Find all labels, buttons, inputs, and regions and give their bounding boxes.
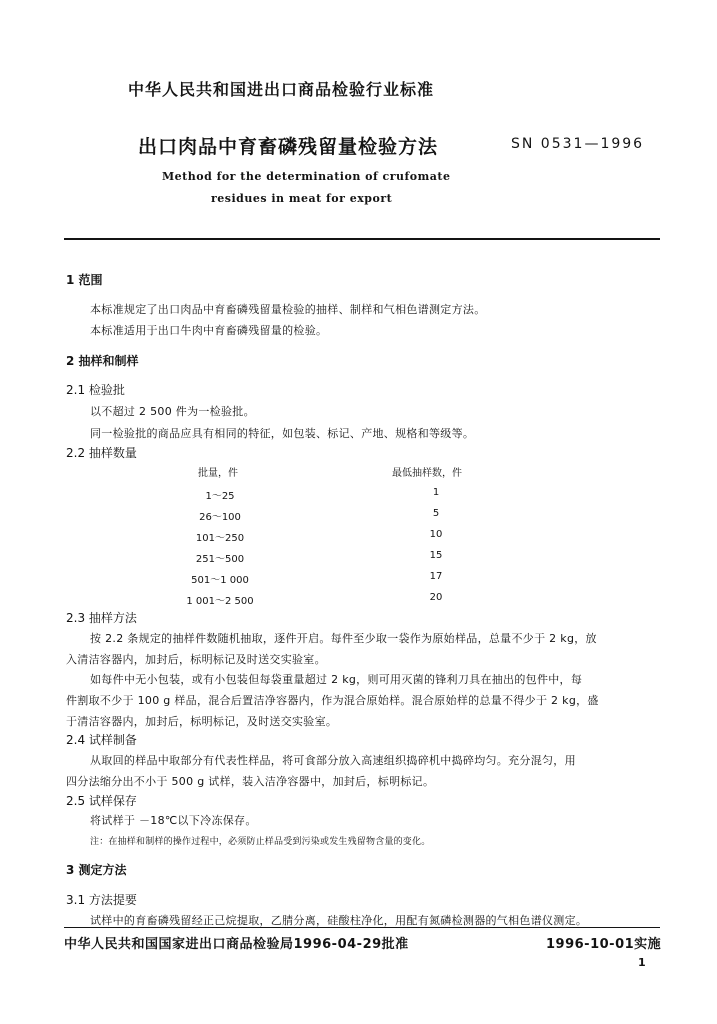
- section-1-para-1: 本标准规定了出口肉品中育畜磷残留量检验的抽样、制样和气相色谱测定方法。: [90, 303, 486, 316]
- section-2-5-note: 注：在抽样和制样的操作过程中，必须防止样品受到污染或发生残留物含量的变化。: [90, 837, 431, 847]
- section-2-heading: 2 抽样和制样: [66, 354, 139, 368]
- section-2-1-heading: 2.1 检验批: [66, 383, 125, 397]
- section-2-3-para-2b: 件割取不少于 100 g 样品，混合后置洁净容器内，作为混合原始样。混合原始样的总量不得少于 2 kg，盛: [66, 694, 599, 707]
- section-3-heading: 3 测定方法: [66, 863, 127, 877]
- section-3-1-heading: 3.1 方法提要: [66, 893, 137, 907]
- section-2-3-heading: 2.3 抽样方法: [66, 611, 137, 625]
- table-header-lot: 批量，件: [198, 468, 238, 479]
- section-2-4-para-1b: 四分法缩分出不小于 500 g 试样，装入洁净容器中，加封后，标明标记。: [66, 775, 435, 788]
- approval-line: 中华人民共和国国家进出口商品检验局1996-04-29批准: [64, 937, 409, 952]
- section-2-4-heading: 2.4 试样制备: [66, 733, 137, 747]
- section-3-1-para-1: 试样中的育畜磷残留经正己烷提取，乙腈分离，硅酸柱净化，用配有氮磷检测器的气相色谱仪测定。: [90, 914, 588, 927]
- footer-divider: [64, 927, 660, 928]
- section-2-2-heading: 2.2 抽样数量: [66, 446, 137, 460]
- header-divider: [64, 238, 660, 240]
- section-2-5-heading: 2.5 试样保存: [66, 794, 137, 808]
- section-1-para-2: 本标准适用于出口牛肉中育畜磷残留量的检验。: [90, 324, 328, 337]
- table-cell-n: 20: [429, 592, 443, 603]
- table-header-min-samples: 最低抽样数，件: [392, 468, 462, 479]
- page-number: 1: [638, 956, 646, 969]
- table-cell-lot: 251～500: [195, 554, 245, 565]
- org-title: 中华人民共和国进出口商品检验行业标准: [128, 80, 435, 99]
- table-cell-n: 17: [429, 571, 443, 582]
- section-2-5-para-1: 将试样于 －18℃以下冷冻保存。: [90, 814, 257, 827]
- english-title-line2: residues in meat for export: [211, 192, 393, 205]
- english-title-line1: Method for the determination of crufomate: [162, 170, 451, 183]
- table-cell-lot: 1～25: [205, 491, 235, 502]
- section-1-heading: 1 范围: [66, 273, 103, 287]
- effective-date: 1996-10-01实施: [546, 937, 662, 952]
- table-cell-n: 10: [429, 529, 443, 540]
- table-cell-lot: 26～100: [199, 512, 241, 523]
- table-cell-n: 15: [429, 550, 443, 561]
- section-2-3-para-1b: 入清洁容器内，加封后，标明标记及时送交实验室。: [66, 653, 326, 666]
- standard-number: SN 0531—1996: [511, 136, 645, 152]
- section-2-3-para-2a: 如每件中无小包装，或有小包装但每袋重量超过 2 kg，则可用灭菌的锋利刀具在抽出的包件中，每: [90, 673, 583, 686]
- table-cell-n: 1: [432, 487, 440, 498]
- table-cell-n: 5: [432, 508, 440, 519]
- section-2-3-para-1a: 按 2.2 条规定的抽样件数随机抽取，逐件开启。每件至少取一袋作为原始样品，总量不少于 2 kg，放: [90, 632, 597, 645]
- table-cell-lot: 501～1 000: [191, 575, 249, 586]
- doc-title: 出口肉品中育畜磷残留量检验方法: [138, 136, 439, 158]
- section-2-1-para-2: 同一检验批的商品应具有相同的特征，如包装、标记、产地、规格和等级等。: [90, 427, 475, 440]
- section-2-4-para-1a: 从取回的样品中取部分有代表性样品，将可食部分放入高速组织捣碎机中捣碎均匀。充分混匀，用: [90, 754, 576, 767]
- table-cell-lot: 1 001～2 500: [186, 596, 254, 607]
- section-2-1-para-1: 以不超过 2 500 件为一检验批。: [90, 405, 255, 418]
- section-2-3-para-2c: 于清洁容器内，加封后，标明标记，及时送交实验室。: [66, 715, 338, 728]
- table-cell-lot: 101～250: [195, 533, 245, 544]
